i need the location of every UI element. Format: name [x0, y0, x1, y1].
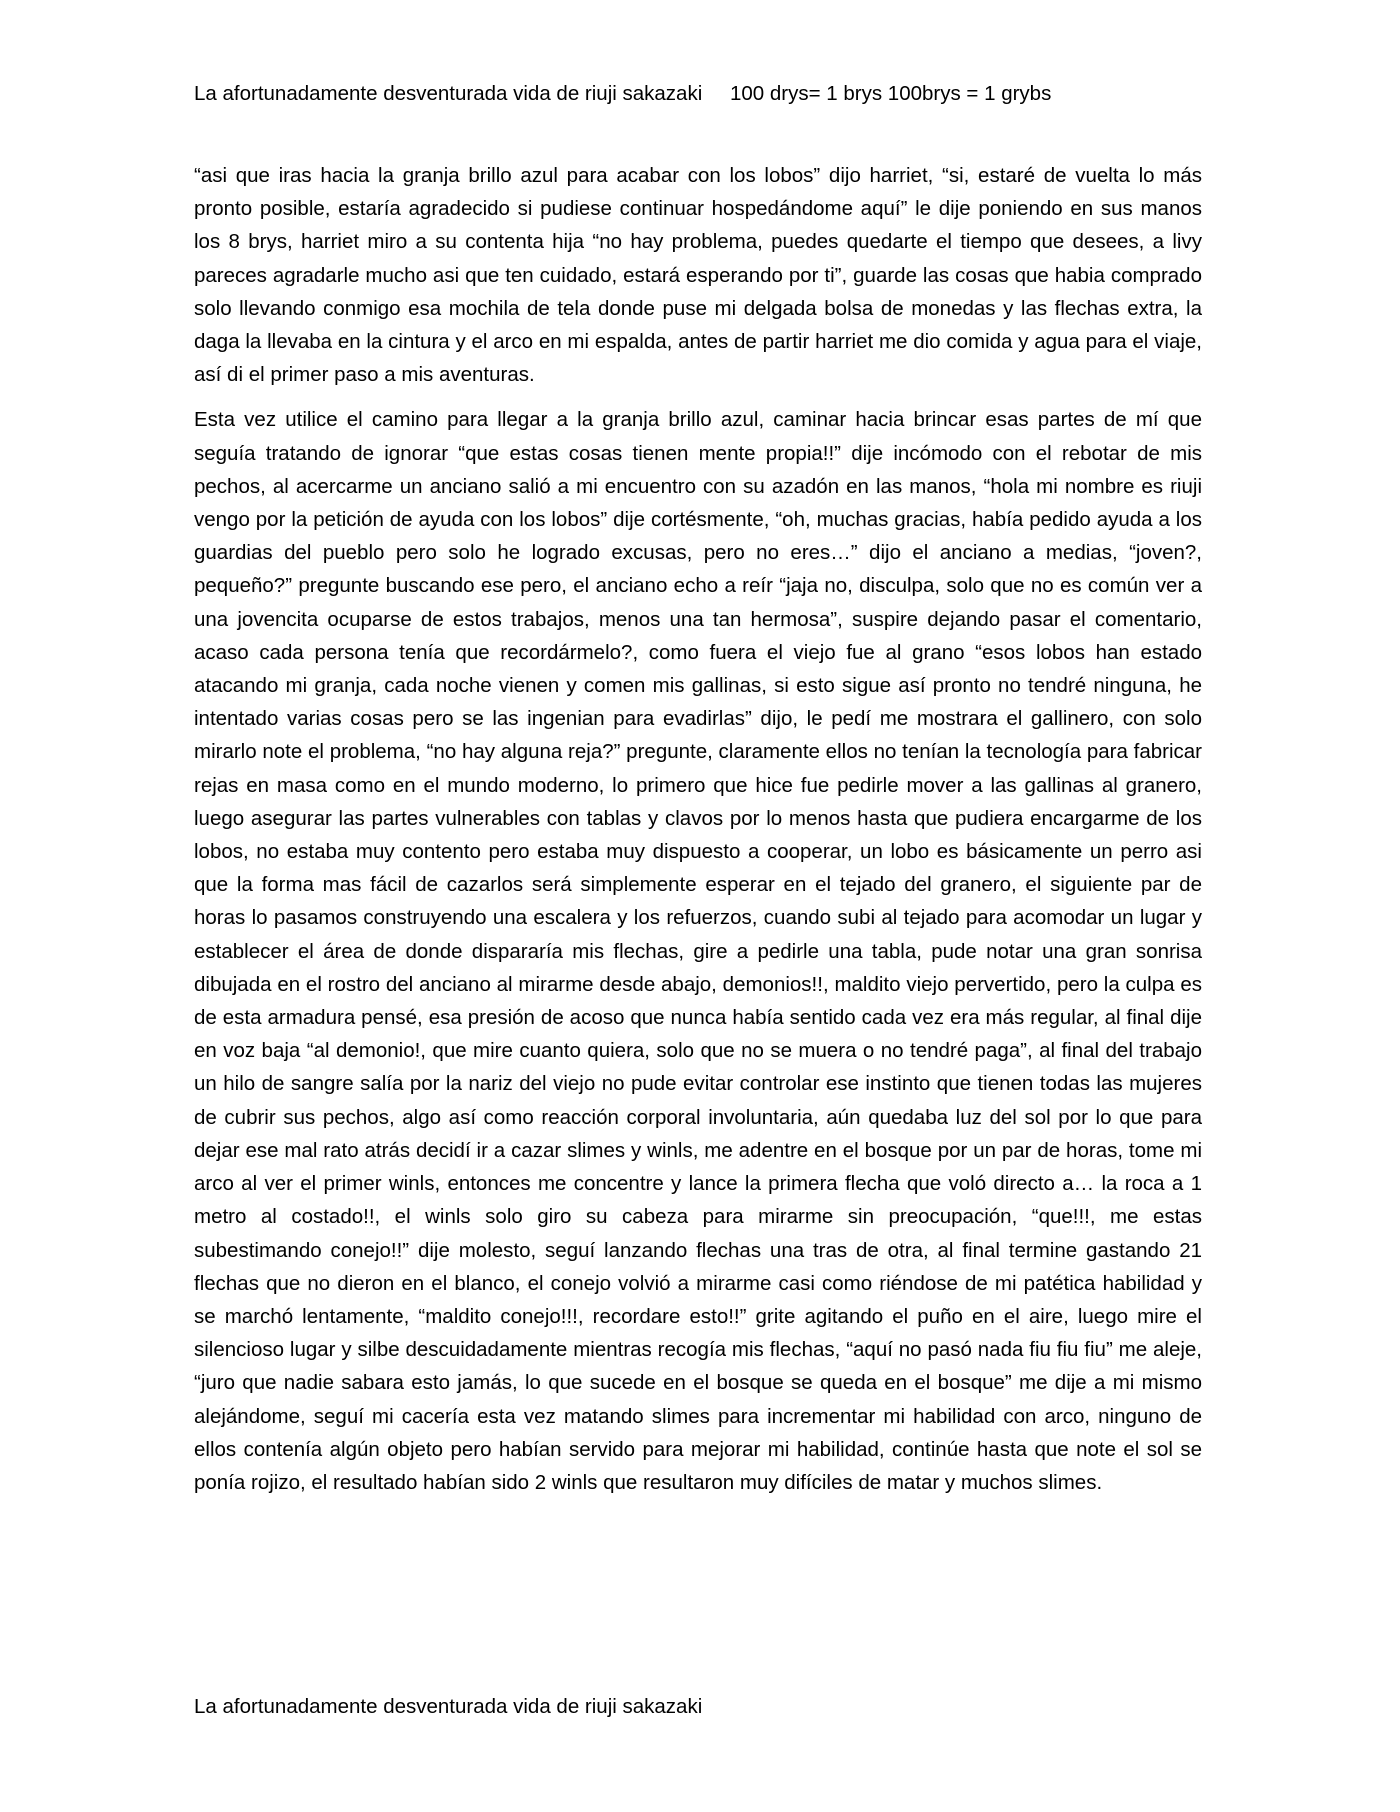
currency-conversion-note: 100 drys= 1 brys 100brys = 1 grybs [729, 82, 1052, 105]
paragraph-1: “asi que iras hacia la granja brillo azul para acabar con los lobos” dijo harriet, “si, estaré de vuelta lo más pronto posible, estaría agradecido si pudiese continuar hospedándome aquí” le dije poniendo en sus manos los 8 brys, harriet miro a su contenta hija “no hay problema, puedes quedarte el tiempo que desees, a livy pareces agradarle mucho asi que ten cuidado, estará esperando por ti”, guarde las cosas que habia comprado solo llevando conmigo esa mochila de tela donde puse mi delgada bolsa de monedas y las flechas extra, la daga la llevaba en la cintura y el arco en mi espalda, antes de partir harriet me dio comida y agua para el viaje, así di el primer paso a mis aventuras. [194, 164, 1202, 387]
page-header [194, 80, 1214, 108]
paragraph-2: Esta vez utilice el camino para llegar a la granja brillo azul, caminar hacia brincar esas partes de mí que seguía tratando de ignorar “que estas cosas tienen mente propia!!” dije incómodo con el rebotar de mis pechos, al acercarme un anciano salió a mi encuentro con su azadón en las manos, “hola mi nombre es riuji vengo por la petición de ayuda con los lobos” dije cortésmente, “oh, muchas gracias, había pedido ayuda a los guardias del pueblo pero solo he logrado excusas, pero no eres…” dijo el anciano a medias, “joven?, pequeño?” pregunte buscando ese pero, el anciano echo a reír “jaja no, disculpa, solo que no es común ver a una jovencita ocuparse de estos trabajos, menos una tan hermosa”, suspire dejando pasar el comentario, acaso cada persona tenía que recordármelo?, como fuera el viejo fue al grano “esos lobos han estado atacando mi granja, cada noche vienen y comen mis gallinas, si esto sigue así pronto no tendré ninguna, he intentado varias cosas pero se las ingenian para evadirlas” dijo, le pedí me mostrara el gallinero, con solo mirarlo note el problema, “no hay alguna reja?” pregunte, claramente ellos no tenían la tecnología para fabricar rejas en masa como en el mundo moderno, lo primero que hice fue pedirle mover a las gallinas al granero, luego asegurar las partes vulnerables con tablas y clavos por lo menos hasta que pudiera encargarme de los lobos, no estaba muy contento pero estaba muy dispuesto a cooperar, un lobo es básicamente un perro asi que la forma mas fácil de cazarlos será simplemente esperar en el tejado del granero, el siguiente par de horas lo pasamos construyendo una escalera y los refuerzos, cuando subi al tejado para acomodar un lugar y establecer el área de donde dispararía mis flechas, gire a pedirle una tabla, pude notar una gran sonrisa dibujada en el rostro del anciano al mirarme desde abajo, demonios!!, maldito viejo pervertido, pero la culpa es de esta armadura pensé, esa presión de acoso que nunca había sentido cada vez era más regular, al final dije en voz baja “al demonio!, que mire cuanto quiera, solo que no se muera o no tendré paga”, al final del trabajo un hilo de sangre salía por la nariz del viejo no pude evitar controlar ese instinto que tienen todas las mujeres de cubrir sus pechos, algo así como reacción corporal involuntaria, aún quedaba luz del sol por lo que para dejar ese mal rato atrás decidí ir a cazar slimes y winls, me adentre en el bosque por un par de horas, tome mi arco al ver el primer winls, entonces me concentre y lance la primera flecha que voló directo a… la roca a 1 metro al costado!!, el winls solo giro su cabeza para mirarme sin preocupación, “que!!!, me estas subestimando conejo!!” dije molesto, seguí lanzando flechas una tras de otra, al final termine gastando 21 flechas que no dieron en el blanco, el conejo volvió a mirarme casi como riéndose de mi patética habilidad y se marchó lentamente, “maldito conejo!!!, recordare esto!!” grite agitando el puño en el aire, luego mire el silencioso lugar y silbe descuidadamente mientras recogía mis flechas, “aquí no pasó nada fiu fiu fiu” me aleje, “juro que nadie sabara esto jamás, lo que sucede en el bosque se queda en el bosque” me dije a mi mismo alejándome, seguí mi cacería esta vez matando slimes para incrementar mi habilidad con arco, ninguno de ellos contenía algún objeto pero habían servido para mejorar mi habilidad, continúe hasta que note el sol se ponía rojizo, el resultado habían sido 2 winls que resultaron muy difíciles de matar y muchos slimes. [194, 408, 1202, 1494]
header-title: La afortunadamente desventurada vida de riuji sakazaki [194, 82, 703, 105]
footer-title: La afortunadamente desventurada vida de riuji sakazaki [194, 1695, 703, 1718]
page-footer [194, 1693, 702, 1721]
document-body [194, 159, 1202, 1511]
